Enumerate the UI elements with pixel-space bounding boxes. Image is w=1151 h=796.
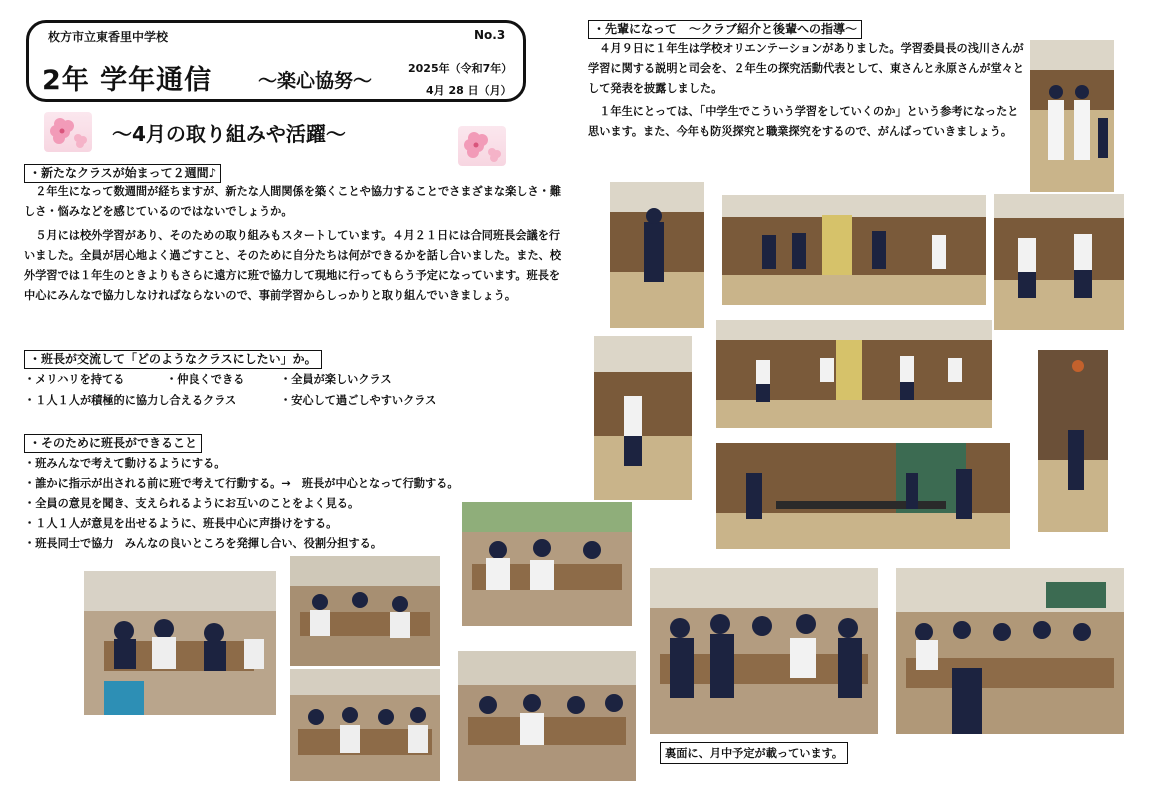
cherry-blossom-icon <box>44 112 92 152</box>
baseball-club-photo <box>1030 40 1114 192</box>
club-heading: ・先輩になって ～クラブ紹介と後輩への指導～ <box>588 20 862 39</box>
newsletter-title: 2年 学年通信 <box>42 65 213 96</box>
newsletter-subtitle: ～楽心協努～ <box>258 70 373 92</box>
table-tennis-club-photo <box>716 443 1010 549</box>
leader-can-do-item: ・１人１人が意見を出せるように、班長中心に声掛けをする。 <box>24 517 338 530</box>
basketball-club-photo <box>1038 350 1108 532</box>
classroom-photo <box>84 571 276 715</box>
basketball-club-photo <box>994 194 1124 330</box>
date-year: 2025年（令和7年） <box>408 62 513 75</box>
ideal-class-heading: ・班長が交流して「どのようなクラスにしたい」か。 <box>24 350 322 369</box>
orientation-photo <box>896 568 1124 734</box>
new-class-paragraph-1: ２年生になって数週間が経ちますが、新たな人間関係を築くことや協力することでさまざまな楽しさ・難しさ・悩みなどを感じているのではないでしょうか。 <box>24 185 562 218</box>
leader-can-do-item: ・全員の意見を聞き、支えられるようにお互いのことをよく見る。 <box>24 497 360 510</box>
cherry-blossom-icon <box>458 126 506 166</box>
classroom-photo <box>458 651 636 781</box>
ideal-class-item: ・全員が楽しいクラス <box>280 373 392 386</box>
leader-can-do-item: ・班長同士で協力 みんなの良いところを発揮し合い、役割分担する。 <box>24 537 383 550</box>
section-heading: ～4月の取り組みや活躍～ <box>112 122 346 146</box>
classroom-photo <box>462 502 632 626</box>
leader-can-do-item: ・誰かに指示が出される前に班で考えて行動する。→ 班長が中心となって行動する。 <box>24 477 459 490</box>
basketball-club-photo <box>722 195 986 305</box>
classroom-photo <box>290 556 440 666</box>
orientation-photo <box>650 568 878 734</box>
club-paragraph-1: ４月９日に１年生は学校オリエンテーションがありました。学習委員長の浅川さんが学習に関する説明と司会を、２年生の探究活動代表として、東さんと永原さんが堂々として発表を披露しました。 <box>588 42 1025 95</box>
leader-can-do-item: ・班みんなで考えて動けるようにする。 <box>24 457 226 470</box>
classroom-photo <box>290 669 440 781</box>
ideal-class-item: ・安心して過ごしやすいクラス <box>280 394 437 407</box>
back-side-note: 裏面に、月中予定が載っています。 <box>660 742 848 764</box>
issue-number: No.3 <box>474 28 506 42</box>
ideal-class-item: ・１人１人が積極的に協力し合えるクラス <box>24 394 237 407</box>
ideal-class-item: ・メリハリを持てる <box>24 373 125 386</box>
basketball-club-photo <box>716 320 992 428</box>
basketball-club-photo <box>594 336 692 500</box>
club-paragraph-2: １年生にとっては、「中学生でこういう学習をしていくのか」という参考になったと思います。また、今年も防災探究と職業探究をするので、がんばっていきましょう。 <box>588 105 1019 138</box>
school-name: 枚方市立東香里中学校 <box>48 30 169 44</box>
new-class-heading: ・新たなクラスが始まって２週間♪ <box>24 164 221 183</box>
basketball-club-photo <box>610 182 704 328</box>
ideal-class-item: ・仲良くできる <box>166 373 245 386</box>
new-class-paragraph-2: ５月には校外学習があり、そのための取り組みもスタートしています。４月２１日には合同班長会議を行いました。全員が居心地よく過ごすこと、そのために自分たちは何ができるかを話し合いました。また、校外学習では１年生のときよりもさらに遠方に班で協力して現地に行ってもらう予定になっています。班長を中心にみんなで協力しなければならないので、事前学習からしっかりと取り組んでいきましょう。 <box>24 229 562 302</box>
leader-can-do-heading: ・そのために班長ができること <box>24 434 202 453</box>
date-day: 4月 28 日（月） <box>426 84 512 97</box>
